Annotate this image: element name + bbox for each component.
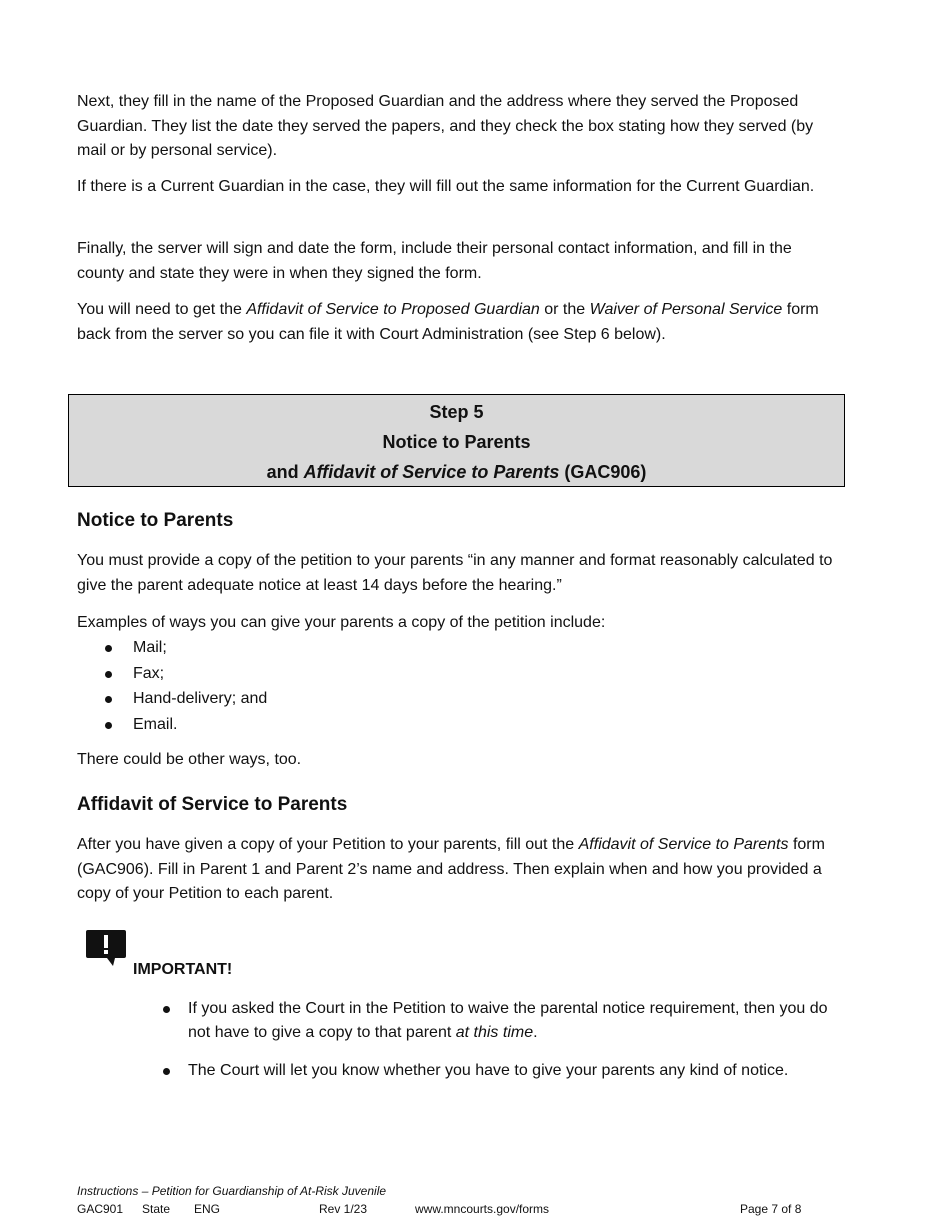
bullet-icon [105,696,112,703]
intro-paragraph-3: Finally, the server will sign and date the form, include their personal contact information, and fill in the county and state they were in when they signed the form. [77,240,792,282]
notice-paragraph-2: Examples of ways you can give your parents a copy of the petition include: [77,614,606,631]
affidavit-heading: Affidavit of Service to Parents [77,794,348,815]
bullet-icon [163,1068,170,1075]
list-item: Fax; [77,662,267,688]
footer-language: ENG [194,1202,221,1216]
footer-revision: Rev 1/23 [319,1202,368,1216]
list-item: Mail; [77,636,267,662]
delivery-methods-list [77,636,267,738]
affidavit-paragraph: After you have given a copy of your Petition to your parents, fill out the Affidavit of Service to Parents form (GAC906). Fill in Parent 1 and Parent 2’s name and address. Then explain when and how you provided a copy of your Petition to each parent. [77,836,825,902]
step-title: Notice to Parents [382,432,531,452]
intro-paragraph-4: You will need to get the Affidavit of Service to Proposed Guardian or the Waiver of Personal Service form back from the server so you can file it with Court Administration (see Step 6 below). [77,301,819,343]
step-5-banner [68,394,845,487]
list-item: The Court will let you know whether you have to give your parents any kind of notice. [160,1059,850,1083]
footer-url: www.mncourts.gov/forms [415,1202,550,1216]
notice-heading: Notice to Parents [77,510,234,531]
footer-row [77,1202,837,1218]
form-name-waiver-personal-service: Waiver of Personal Service [589,301,783,318]
bullet-icon [105,645,112,652]
intro-paragraph-2: If there is a Current Guardian in the case, they will fill out the same information for the Current Guardian. [77,178,815,195]
footer-page-number: Page 7 of 8 [740,1202,802,1216]
bullet-icon [105,671,112,678]
bullet-icon [105,722,112,729]
notice-paragraph-1: You must provide a copy of the petition to your parents “in any manner and format reasonably calculated to give the parent adequate notice at least 14 days before the hearing.” [77,552,833,594]
notice-paragraph-3: There could be other ways, too. [77,751,302,768]
important-label: IMPORTANT! [133,961,233,978]
footer-jurisdiction: State [142,1202,171,1216]
step-number: Step 5 [429,402,484,422]
footer-form-code: GAC901 [77,1202,124,1216]
list-item: If you asked the Court in the Petition to waive the parental notice requirement, then you do not have to give a copy to that parent at this time. [160,997,850,1045]
step-subtitle: and Affidavit of Service to Parents (GAC906) [266,462,647,482]
important-list [160,997,850,1097]
form-name-affidavit-proposed-guardian: Affidavit of Service to Proposed Guardian [246,301,540,318]
intro-paragraph-1: Next, they fill in the name of the Proposed Guardian and the address where they served the Proposed Guardian. They list the date they served the papers, and they check the box stating how they served (by mail or by personal service). [77,93,814,159]
list-item: Email. [77,713,267,739]
important-alert-icon [85,929,127,967]
bullet-icon [163,1006,170,1013]
list-item: Hand-delivery; and [77,687,267,713]
footer-title: Instructions – Petition for Guardianship of At-Risk Juvenile [77,1184,387,1198]
